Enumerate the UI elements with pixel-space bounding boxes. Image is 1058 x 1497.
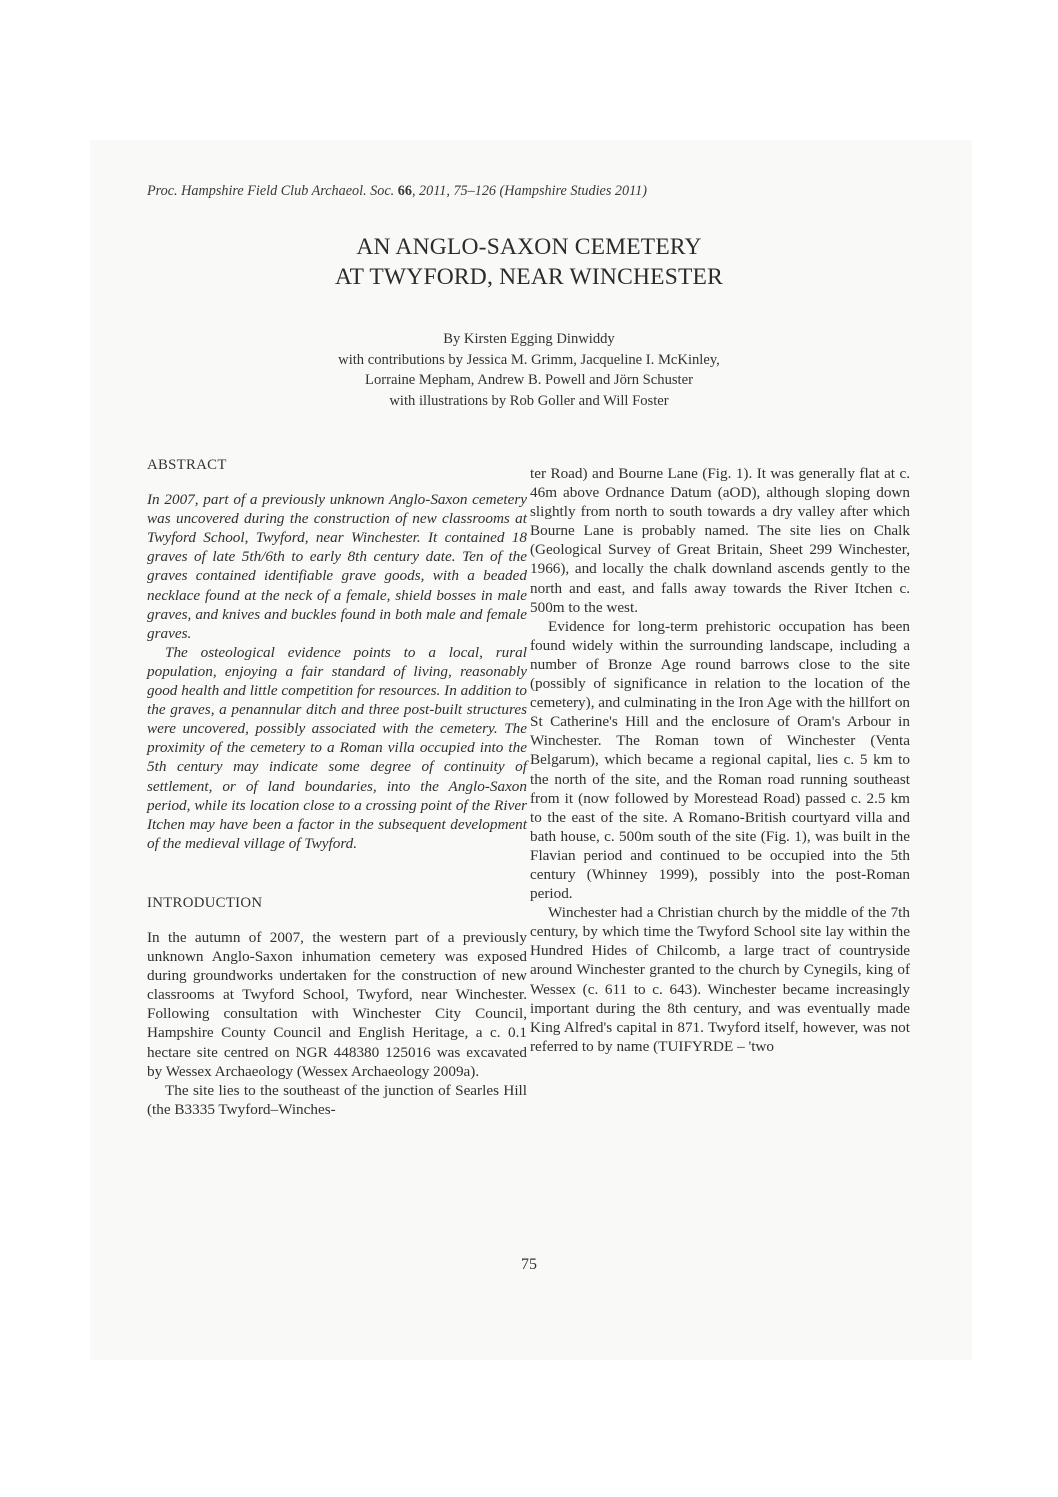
- title-line-1: AN ANGLO-SAXON CEMETERY: [356, 234, 702, 260]
- byline-illustrators: with illustrations by Rob Goller and Will Foster: [389, 392, 669, 409]
- journal-pages: , 2011, 75–126 (Hampshire Studies 2011): [411, 183, 647, 199]
- abstract-heading: ABSTRACT: [147, 457, 227, 473]
- introduction-paragraph-2: The site lies to the southeast of the junction of Searles Hill (the B3335 Twyford–Winches-: [147, 1081, 527, 1118]
- journal-volume: 66: [397, 183, 412, 199]
- byline-contributors-2: Lorraine Mepham, Andrew B. Powell and Jörn Schuster: [365, 372, 693, 388]
- article-title: [150, 232, 908, 292]
- right-column: [530, 464, 910, 1056]
- title-line-2: AT TWYFORD, NEAR WINCHESTER: [335, 264, 723, 290]
- body-paragraph-1: ter Road) and Bourne Lane (Fig. 1). It was generally flat at c. 46m above Ordnance Datum (aOD), although sloping down slightly from north to south towards a dry valley after which Bourne Lane is probably named. The site lies on Chalk (Geological Survey of Great Britain, Sheet 299 Winchester, 1966), and locally the chalk downland ascends gently to the north and east, and falls away towards the River Itchen c. 500m to the west.: [530, 465, 910, 616]
- introduction-heading: INTRODUCTION: [147, 894, 263, 911]
- body-paragraph-3: Winchester had a Christian church by the middle of the 7th century, by which time the Twyford School site lay within the Hundred Hides of Chilcomb, a large tract of countryside around Winchester granted to the church by Cynegils, king of Wessex (c. 611 to c. 643). Winchester became increasingly important during the 8th century, and was eventually made King Alfred's capital in 871. Twyford itself, however, was not referred to by name (TUIFYRDE – 'two: [530, 904, 910, 1055]
- byline-contributors-1: with contributions by Jessica M. Grimm, Jacqueline I. McKinley,: [338, 351, 720, 368]
- left-column: [147, 456, 527, 1119]
- abstract-body: [147, 490, 527, 853]
- author-byline: [150, 329, 908, 411]
- abstract-paragraph-1: In 2007, part of a previously unknown Anglo-Saxon cemetery was uncovered during the construction of new classrooms at Twyford School, Twyford, near Winchester. It contained 18 graves of late 5th/6th to early 8th century date. Ten of the graves contained identifiable grave goods, with a beaded necklace found at the neck of a female, shield bosses in male graves, and knives and buckles found in both male and female graves.: [147, 491, 527, 642]
- introduction-paragraph-1: In the autumn of 2007, the western part of a previously unknown Anglo-Saxon inhumation cemetery was exposed during groundworks undertaken for the construction of new classrooms at Twyford School, Twyford, near Winchester. Following consultation with Winchester City Council, Hampshire County Council and English Heritage, a c. 0.1 hectare site centred on NGR 448380 125016 was excavated by Wessex Archaeology (Wessex Archaeology 2009a).: [147, 928, 527, 1080]
- abstract-paragraph-2: The osteological evidence points to a local, rural population, enjoying a fair standard of living, reasonably good health and little competition for resources. In addition to the graves, a penannular ditch and three post-built structures were uncovered, possibly associated with the cemetery. The proximity of the cemetery to a Roman villa occupied into the 5th century may indicate some degree of continuity of settlement, or of land boundaries, into the Anglo-Saxon period, while its location close to a crossing point of the River Itchen may have been a factor in the subsequent development of the medieval village of Twyford.: [147, 643, 527, 852]
- body-paragraph-2: Evidence for long-term prehistoric occupation has been found widely within the surrounding landscape, including a number of Bronze Age round barrows close to the site (possibly of significance in relation to the location of the cemetery), and culminating in the Iron Age with the hillfort on St Catherine's Hill and the enclosure of Oram's Arbour in Winchester. The Roman town of Winchester (Venta Belgarum), which became a regional capital, lies c. 5 km to the north of the site, and the Roman road running southeast from it (now followed by Morestead Road) passed c. 2.5 km to the east of the site. A Romano-British courtyard villa and bath house, c. 500m south of the site (Fig. 1), was built in the Flavian period and continued to be occupied into the 5th century (Whinney 1999), possibly into the post-Roman period.: [530, 617, 911, 903]
- journal-citation: [147, 183, 867, 200]
- journal-name: Proc. Hampshire Field Club Archaeol. Soc.: [147, 183, 395, 199]
- byline-author: By Kirsten Egging Dinwiddy: [443, 331, 615, 347]
- page-number: 75: [521, 1256, 537, 1273]
